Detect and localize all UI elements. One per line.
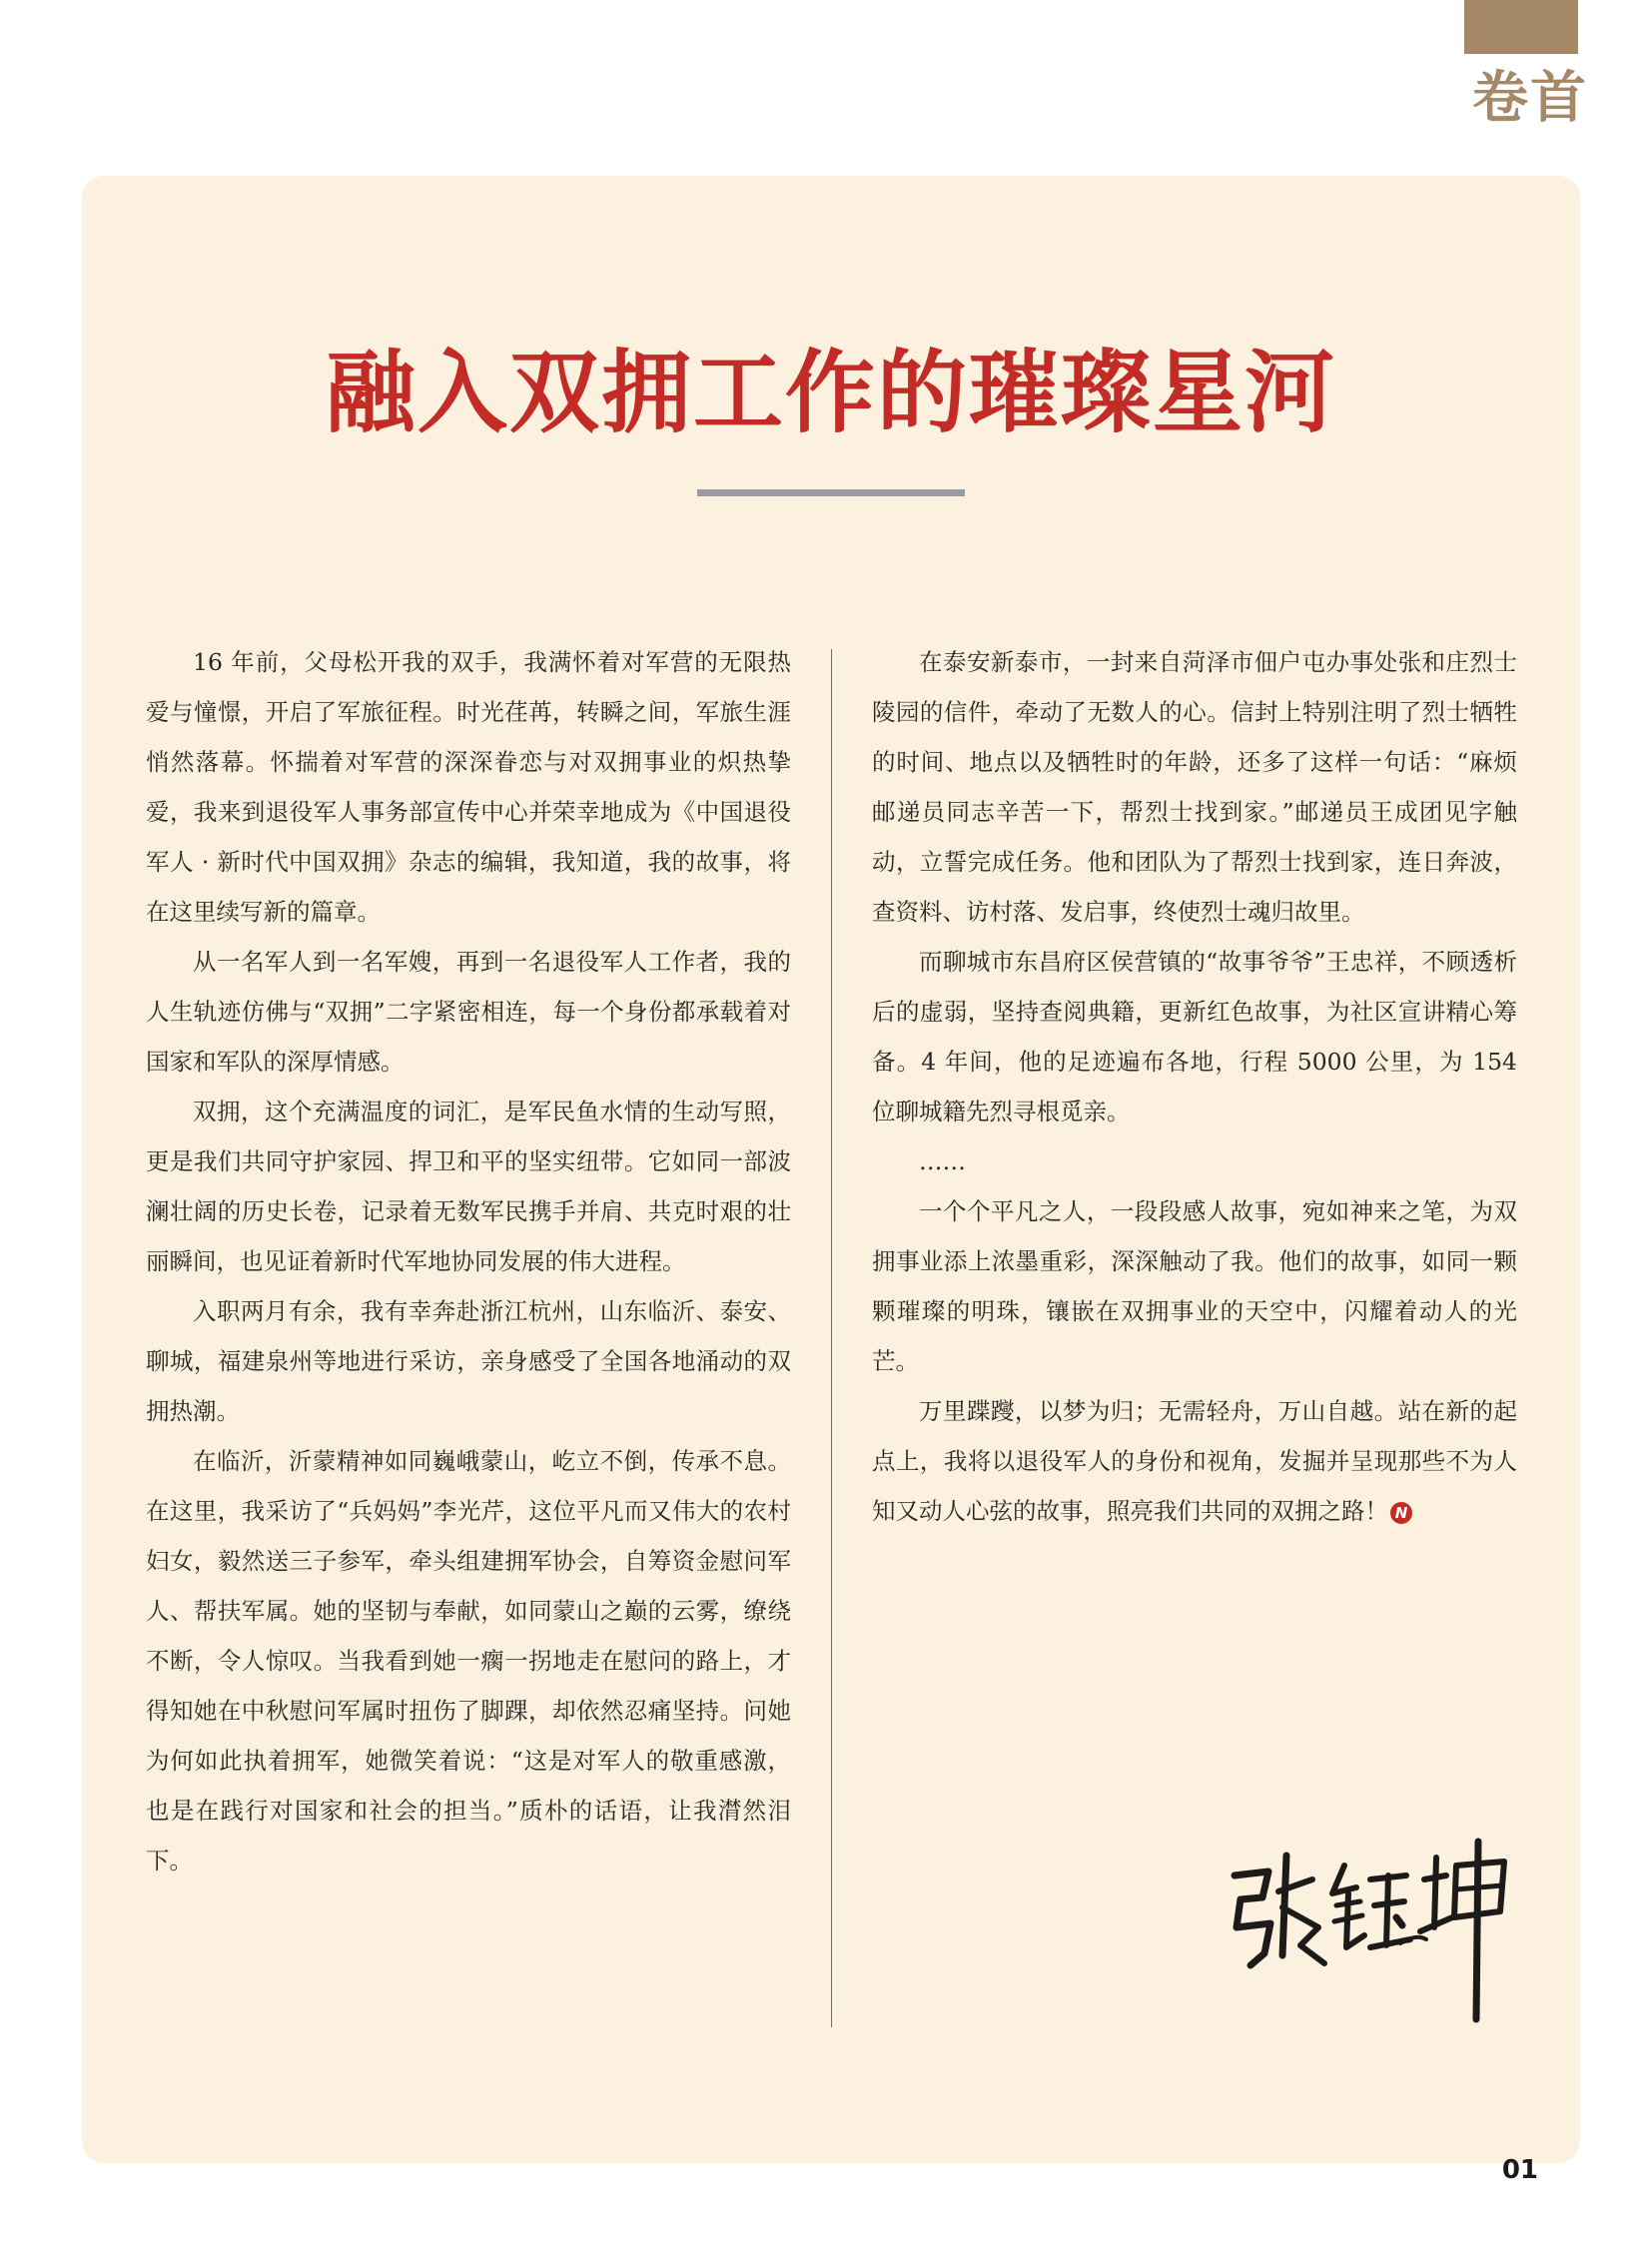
title-divider: [697, 489, 965, 496]
end-mark-icon: N: [1390, 1502, 1412, 1524]
paragraph: 入职两月有余，我有幸奔赴浙江杭州，山东临沂、泰安、聊城，福建泉州等地进行采访，亲身感受了全国各地涌动的双拥热潮。: [146, 1297, 791, 1425]
page-number: 01: [1501, 2155, 1538, 2185]
paragraph: 从一名军人到一名军嫂，再到一名退役军人工作者，我的人生轨迹仿佛与“双拥”二字紧密相连，每一个身份都承载着对国家和军队的深厚情感。: [146, 948, 791, 1076]
paragraph: 在临沂，沂蒙精神如同巍峨蒙山，屹立不倒，传承不息。在这里，我采访了“兵妈妈”李光芹，这位平凡而又伟大的农村妇女，毅然送三子参军，牵头组建拥军协会，自筹资金慰问军人、帮扶军属。她的坚韧与奉献，如同蒙山之巅的云雾，缭绕不断，令人惊叹。当我看到她一瘸一拐地走在慰问的路上，才得知她在中秋慰问军属时扭伤了脚踝，却依然忍痛坚持。问她为何如此执着拥军，她微笑着说：“这是对军人的敬重感激，也是在践行对国家和社会的担当。”质朴的话语，让我潸然泪下。: [146, 1447, 791, 1874]
column-divider: [831, 649, 832, 2027]
paragraph: 一个个平凡之人，一段段感人故事，宛如神来之笔，为双拥事业添上浓墨重彩，深深触动了我。他们的故事，如同一颗颗璀璨的明珠，镶嵌在双拥事业的天空中，闪耀着动人的光芒。: [872, 1197, 1517, 1375]
section-label: 卷首: [1472, 66, 1588, 131]
article-column-right: [872, 637, 1517, 1536]
section-tab-marker: [1464, 0, 1578, 54]
author-signature: [1221, 1836, 1520, 2025]
paragraph: ……: [919, 1147, 966, 1175]
paragraph-final-text: 万里蹀躞，以梦为归；无需轻舟，万山自越。站在新的起点上，我将以退役军人的身份和视角，发掘并呈现那些不为人知又动人心弦的故事，照亮我们共同的双拥之路！: [872, 1397, 1517, 1525]
article-title: 融入双拥工作的璀璨星河: [326, 340, 1336, 445]
paragraph-final: [872, 1386, 1517, 1536]
paragraph: 16 年前，父母松开我的双手，我满怀着对军营的无限热爱与憧憬，开启了军旅征程。时光荏苒，转瞬之间，军旅生涯悄然落幕。怀揣着对军营的深深眷恋与对双拥事业的炽热挚爱，我来到退役军人事务部宣传中心并荣幸地成为《中国退役军人 · 新时代中国双拥》杂志的编辑，我知道，我的故事，将在这里续写新的篇章。: [146, 648, 791, 926]
article-column-left: [146, 637, 791, 1885]
paragraph: 双拥，这个充满温度的词汇，是军民鱼水情的生动写照，更是我们共同守护家园、捍卫和平的坚实纽带。它如同一部波澜壮阔的历史长卷，记录着无数军民携手并肩、共克时艰的壮丽瞬间，也见证着新时代军地协同发展的伟大进程。: [146, 1098, 791, 1275]
paragraph: 在泰安新泰市，一封来自菏泽市佃户屯办事处张和庄烈士陵园的信件，牵动了无数人的心。信封上特别注明了烈士牺牲的时间、地点以及牺牲时的年龄，还多了这样一句话：“麻烦邮递员同志辛苦一下，帮烈士找到家。”邮递员王成团见字触动，立誓完成任务。他和团队为了帮烈士找到家，连日奔波，查资料、访村落、发启事，终使烈士魂归故里。: [872, 648, 1517, 926]
paragraph: 而聊城市东昌府区侯营镇的“故事爷爷”王忠祥，不顾透析后的虚弱，坚持查阅典籍，更新红色故事，为社区宣讲精心筹备。4 年间，他的足迹遍布各地，行程 5000 公里，为 154 位聊城籍先烈寻根觅亲。: [872, 948, 1517, 1125]
